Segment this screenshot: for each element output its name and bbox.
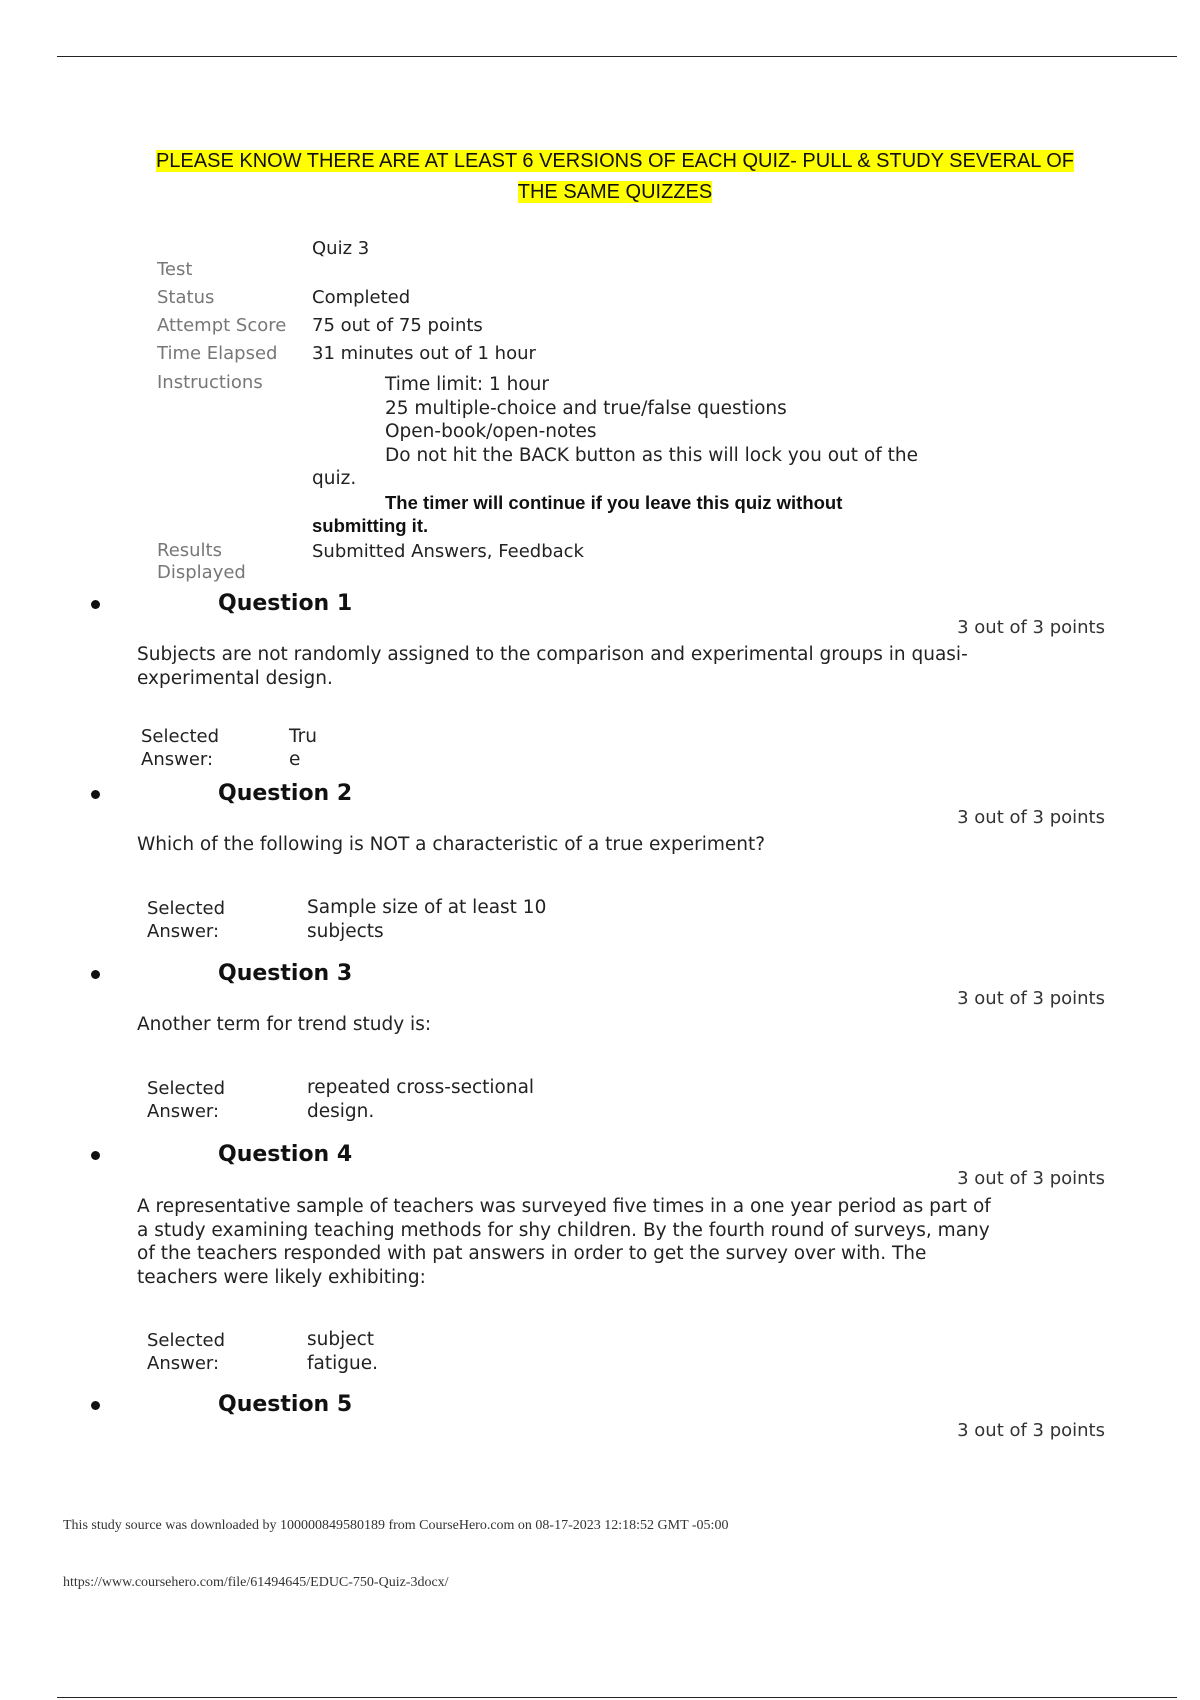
results-displayed-value: Submitted Answers, Feedback: [312, 541, 584, 562]
question-bullet: [91, 600, 100, 609]
selected-answer-label: Selected Answer:: [141, 726, 220, 770]
question-bullet: [91, 970, 100, 979]
selected-answer-label: Selected Answer:: [147, 898, 226, 942]
selected-answer-value: repeated cross-sectional design.: [307, 1077, 535, 1122]
selected-answer-value: Sample size of at least 10 subjects: [307, 897, 547, 942]
question-points: 3 out of 3 points: [957, 1420, 1105, 1441]
question-title: Question 2: [218, 781, 353, 806]
question-text: Another term for trend study is:: [137, 1014, 432, 1035]
top-rule: [57, 56, 1177, 57]
selected-answer-value: subject fatigue.: [307, 1329, 378, 1374]
instructions-line: Open-book/open-notes: [385, 421, 597, 442]
selected-answer-label: Selected Answer:: [147, 1330, 226, 1374]
download-source-note: This study source was downloaded by 100000849580189 from CourseHero.com on 08-17-2023 12:18:52 GMT -05:00: [63, 1518, 729, 1533]
question-title: Question 4: [218, 1142, 353, 1167]
attempt-score-label: Attempt Score: [157, 315, 287, 336]
question-bullet: [91, 1151, 100, 1160]
question-text: Which of the following is NOT a characteristic of a true experiment?: [137, 834, 766, 855]
question-bullet: [91, 790, 100, 799]
instructions-line: Do not hit the BACK button as this will lock you out of the quiz.: [312, 444, 918, 489]
status-label: Status: [157, 287, 215, 308]
attempt-score-value: 75 out of 75 points: [312, 315, 483, 336]
question-points: 3 out of 3 points: [957, 807, 1105, 828]
question-text: A representative sample of teachers was surveyed five times in a one year period as part of a study examining teaching methods for shy children. By the fourth round of surveys, many of the teachers responded with pat answers in order to get the survey over with. The teachers were likely exhibiting:: [137, 1196, 991, 1288]
test-value: Quiz 3: [312, 238, 370, 259]
status-value: Completed: [312, 287, 411, 308]
notice-text: PLEASE KNOW THERE ARE AT LEAST 6 VERSIONS OF EACH QUIZ- PULL & STUDY SEVERAL OF THE SAME QUIZZES: [155, 150, 1075, 203]
question-points: 3 out of 3 points: [957, 617, 1105, 638]
question-title: Question 3: [218, 961, 353, 986]
bottom-rule: [57, 1697, 1177, 1698]
question-bullet: [91, 1401, 100, 1410]
selected-answer-label: Selected Answer:: [147, 1078, 226, 1122]
instructions-text: [312, 373, 952, 538]
instructions-line: Time limit: 1 hour: [385, 374, 549, 395]
question-points: 3 out of 3 points: [957, 1168, 1105, 1189]
instructions-line: 25 multiple-choice and true/false questions: [385, 397, 787, 419]
time-elapsed-label: Time Elapsed: [157, 343, 278, 364]
version-notice: [140, 146, 1090, 208]
instructions-warning: The timer will continue if you leave this quiz without submitting it.: [312, 491, 843, 536]
instructions-label: Instructions: [157, 372, 263, 393]
question-points: 3 out of 3 points: [957, 988, 1105, 1009]
question-text: Subjects are not randomly assigned to the comparison and experimental groups in quasi-experimental design.: [137, 644, 968, 689]
results-displayed-label: Results Displayed: [157, 540, 246, 583]
time-elapsed-value: 31 minutes out of 1 hour: [312, 343, 536, 364]
question-title: Question 5: [218, 1392, 353, 1417]
test-label: Test: [157, 259, 193, 280]
question-title: Question 1: [218, 591, 353, 616]
source-url[interactable]: https://www.coursehero.com/file/61494645/EDUC-750-Quiz-3docx/: [63, 1575, 449, 1590]
selected-answer-value: True: [289, 726, 317, 770]
